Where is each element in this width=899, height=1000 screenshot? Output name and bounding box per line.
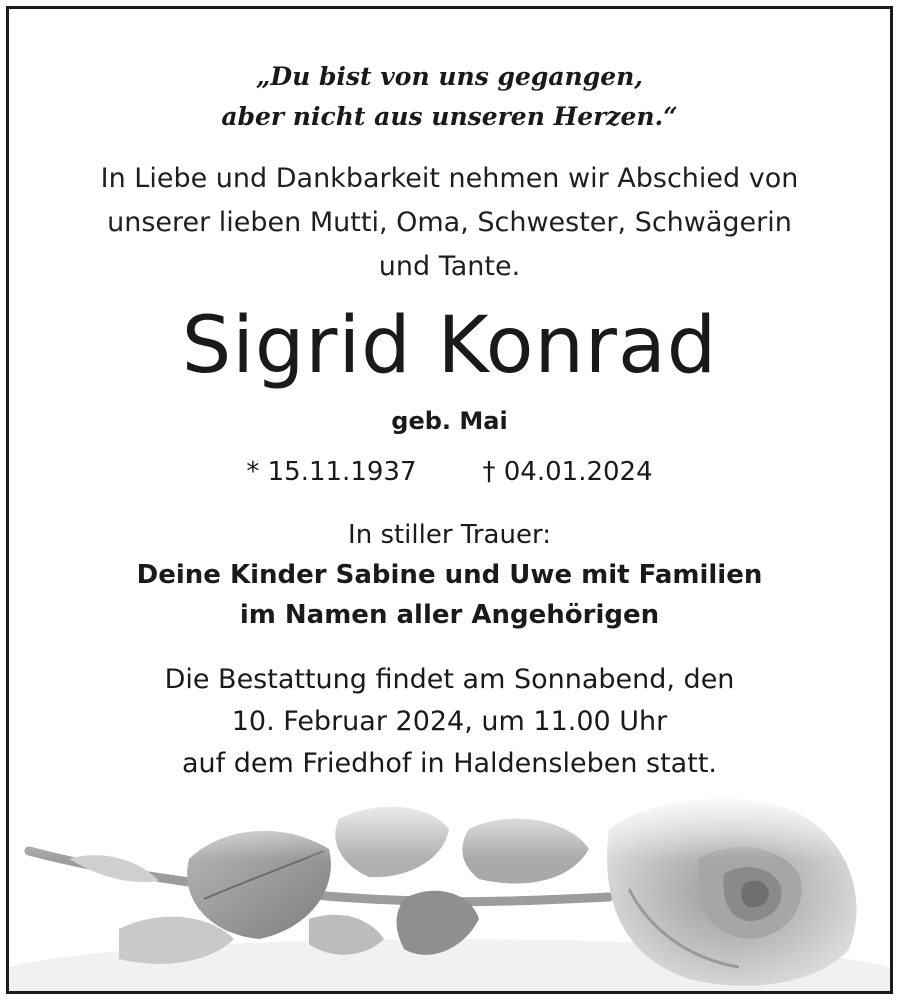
intro-line-2: unserer lieben Mutti, Oma, Schwester, Schwägerin (107, 207, 792, 238)
intro-line-1: In Liebe und Dankbarkeit nehmen wir Abschied von (100, 163, 799, 194)
birth-name: geb. Mai (391, 407, 508, 435)
life-dates (9, 455, 890, 489)
intro-line-3: und Tante. (378, 251, 521, 282)
mourning-block (9, 515, 890, 635)
deceased-name: Sigrid Konrad (181, 301, 718, 391)
burial-line-3: auf dem Friedhof in Haldensleben statt. (181, 748, 717, 779)
burial-info (9, 659, 890, 785)
mourners-line-2: im Namen aller Angehörigen (239, 600, 660, 630)
intro-text (9, 157, 890, 289)
mourning-heading: In stiller Trauer: (348, 520, 551, 550)
burial-line-1: Die Bestattung findet am Sonnabend, den (164, 664, 735, 695)
death-date: † 04.01.2024 (482, 457, 653, 487)
motto-line-1: „Du bist von uns gegangen, (256, 62, 643, 91)
motto-line-2: aber nicht aus unseren Herzen.“ (221, 102, 678, 131)
burial-line-2: 10. Februar 2024, um 11.00 Uhr (231, 706, 668, 737)
rose-illustration (9, 789, 890, 991)
obituary-frame (6, 6, 893, 994)
mourners-line-1: Deine Kinder Sabine und Uwe mit Familien (136, 560, 763, 590)
birth-date: * 15.11.1937 (246, 457, 417, 487)
motto-quote (9, 57, 890, 137)
